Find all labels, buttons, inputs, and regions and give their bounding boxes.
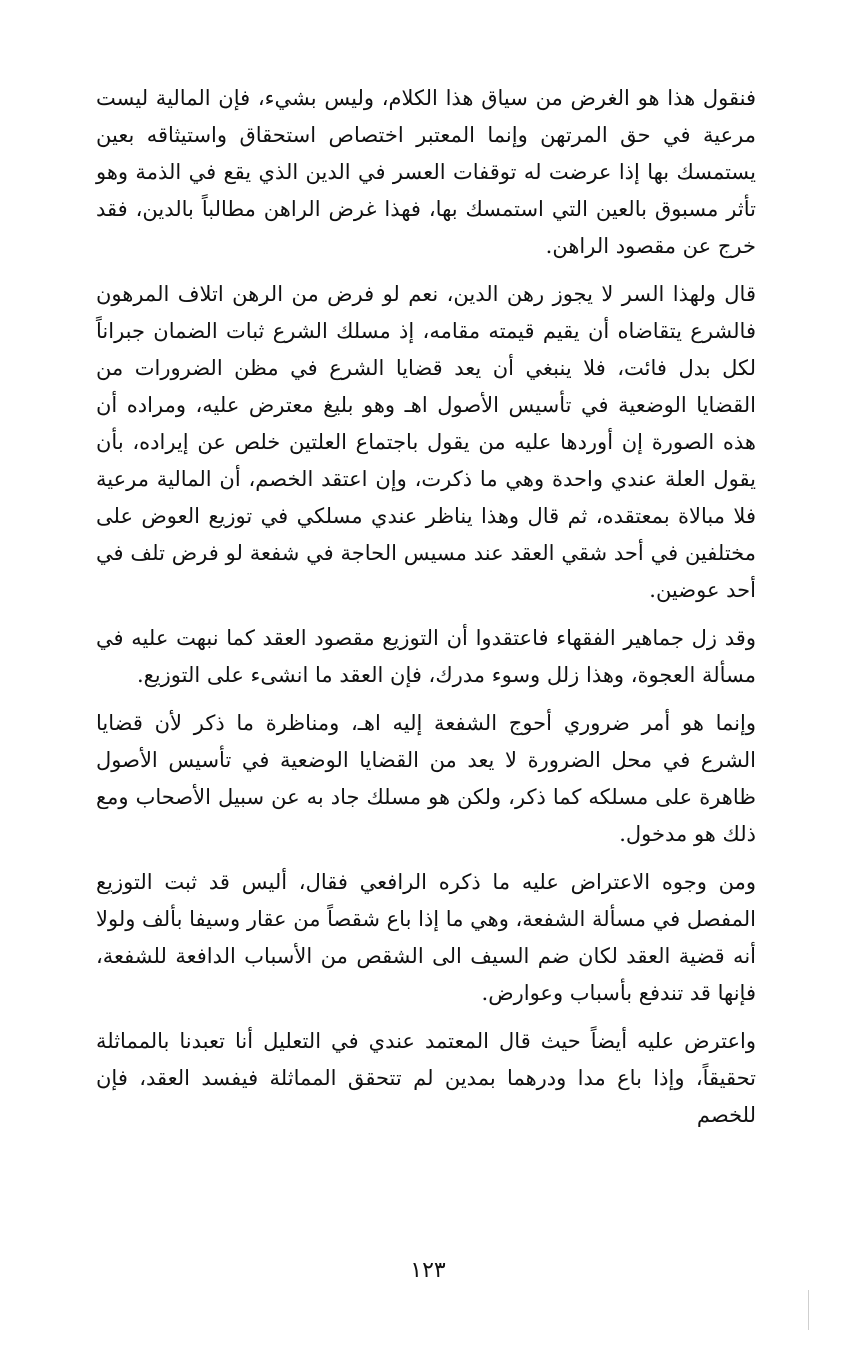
paragraph-3: وقد زل جماهير الفقهاء فاعتقدوا أن التوزيع مقصود العقد كما نبهت عليه في مسألة العجوة، وهذا زلل وسوء مدرك، فإن العقد ما انشىء على التوزيع.: [96, 626, 756, 687]
paragraph-4: وإنما هو أمر ضروري أحوج الشفعة إليه اهـ، ومناظرة ما ذكر لأن قضايا الشرع في محل الضرورة لا يعد من القضايا الوضعية في تأسيس الأصول ظاهرة على مسلكه كما ذكر، ولكن هو مسلك جاد به عن سبيل الأصحاب ومع ذلك هو مدخول.: [96, 711, 756, 846]
document-page: [96, 80, 756, 1260]
paragraph-2: قال ولهذا السر لا يجوز رهن الدين، نعم لو فرض من الرهن اتلاف المرهون فالشرع يتقاضاه أن يقيم قيمته مقامه، إذ مسلك الشرع ثبات الضمان جبراناً لكل بدل فائت، فلا ينبغي أن يعد قضايا الشرع في مظن الضرورات من القضايا الوضعية في تأسيس الأصول اهـ وهو بليغ معترض عليه، ومراده أن هذه الصورة إن أوردها عليه من يقول باجتماع العلتين خلص عن إيراده، بأن يقول العلة عندي واحدة وهي ما ذكرت، وإن اعتقد الخصم، أن المالية مرعية فلا مبالاة بمعتقده، ثم قال وهذا يناظر عندي مسلكي في توزيع العوض على مختلفين في أحد شقي العقد عند مسيس الحاجة في شفعة لو فرض تلف في أحد عوضين.: [96, 282, 756, 602]
paragraph-6: واعترض عليه أيضاً حيث قال المعتمد عندي في التعليل أنا تعبدنا بالمماثلة تحقيقاً، وإذا باع مدا ودرهما بمدين لم تتحقق المماثلة فيفسد العقد، فإن للخصم: [96, 1029, 756, 1127]
paragraph-5: ومن وجوه الاعتراض عليه ما ذكره الرافعي فقال، أليس قد ثبت التوزيع المفصل في مسألة الشفعة، وهي ما إذا باع شقصاً من عقار وسيفا بألف ولولا أنه قضية العقد لكان ضم السيف الى الشقص من الأسباب الدافعة للشفعة، فإنها قد تندفع بأسباب وعوارض.: [96, 870, 756, 1005]
scan-edge-mark: [808, 1290, 809, 1330]
paragraph-1: فنقول هذا هو الغرض من سياق هذا الكلام، وليس بشيء، فإن المالية ليست مرعية في حق المرتهن وإنما المعتبر اختصاص استحقاق واستيثاقه بعين يستمسك بها إذا عرضت له توقفات العسر في الدين الذي يقع في الذمة وهو تأثر مسبوق بالعين التي استمسك بها، فهذا غرض الراهن مطالباً بالدين، فقد خرج عن مقصود الراهن.: [96, 86, 756, 258]
page-number: ١٢٣: [410, 1258, 446, 1283]
